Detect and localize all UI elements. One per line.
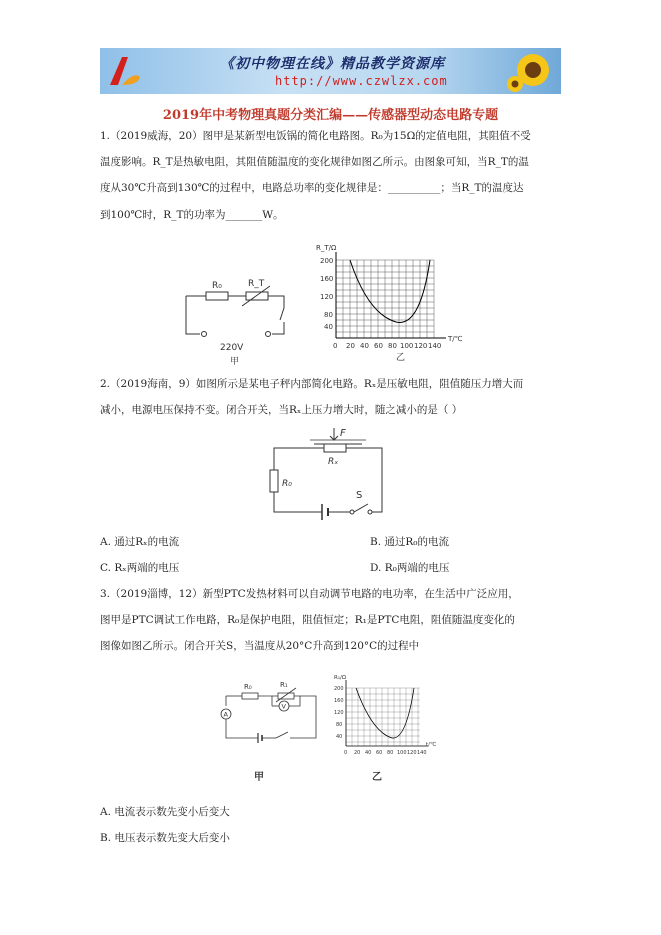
q3-xtick-40: 40 xyxy=(365,750,372,756)
q3-xtick-120: 120 xyxy=(407,750,417,756)
q1-rt-label: R_T xyxy=(248,279,265,289)
q3-xtick-60: 60 xyxy=(376,750,383,756)
q1-fig-a-caption: 甲 xyxy=(230,357,240,367)
q1-ytick-80: 80 xyxy=(324,311,333,319)
q3-xtick-20: 20 xyxy=(354,750,361,756)
q1-xtick-40: 40 xyxy=(360,342,369,350)
q3-r1-label: R₁ xyxy=(280,681,288,689)
q3-ytick-200: 200 xyxy=(334,686,344,692)
q2-switch-label: S xyxy=(356,490,363,501)
q2-r0-label: R₀ xyxy=(282,479,292,489)
q3-line-1: 3.（2019淄博，12）新型PTC发热材料可以自动调节电路的电功率，在生活中广泛应用， xyxy=(100,588,519,600)
q3-fig-a-caption: 甲 xyxy=(254,772,264,783)
q3-xtick-140: 140 xyxy=(417,750,427,756)
sunflower-icon xyxy=(507,50,557,94)
q2-circuit-diagram xyxy=(262,424,392,526)
q3-xtick-0: 0 xyxy=(344,750,348,756)
q3-xtick-80: 80 xyxy=(387,750,394,756)
q2-rx-label: Rₓ xyxy=(328,457,339,467)
q2-line-2: 减小，电源电压保持不变。闭合开关，当Rₓ上压力增大时，随之减小的是（ ） xyxy=(100,404,463,416)
q3-option-b[interactable]: B. 电压表示数先变大后变小 xyxy=(100,832,230,844)
q3-voltmeter-label: V xyxy=(281,702,286,711)
document-title: 2019年中考物理真题分类汇编——传感器型动态电路专题 xyxy=(162,108,499,123)
q1-xtick-100: 100 xyxy=(400,342,414,350)
q3-xtick-100: 100 xyxy=(397,750,407,756)
q1-line-4: 到100℃时，R_T的功率为_______W。 xyxy=(100,209,284,221)
q3-y-axis-label: R₁/Ω xyxy=(334,675,347,681)
q1-fig-b-caption: 乙 xyxy=(396,353,406,363)
q1-xtick-80: 80 xyxy=(388,342,397,350)
q1-line-1: 1.（2019威海，20）图甲是某新型电饭锅的简化电路图。R₀为15Ω的定值电阻，其阻值不受 xyxy=(100,130,531,142)
q2-option-c[interactable]: C. Rₓ两端的电压 xyxy=(100,562,180,574)
q3-ytick-160: 160 xyxy=(334,698,344,704)
q3-fig-b-caption: 乙 xyxy=(372,772,382,782)
q1-ytick-40: 40 xyxy=(324,323,333,331)
q1-y-axis-label: R_T/Ω xyxy=(316,244,337,252)
q1-ytick-160: 160 xyxy=(320,275,334,283)
q3-circuit-diagram xyxy=(216,676,326,784)
q3-ytick-80: 80 xyxy=(336,722,343,728)
banner-title: 《初中物理在线》精品教学资源库 xyxy=(220,56,445,72)
q1-r0-label: R₀ xyxy=(212,281,222,291)
banner-url[interactable]: http://www.czwlzx.com xyxy=(275,74,448,88)
q2-option-d[interactable]: D. R₀两端的电压 xyxy=(370,562,450,574)
q1-xtick-120: 120 xyxy=(414,342,428,350)
q1-x-axis-label: T/℃ xyxy=(448,335,463,343)
q1-xtick-140: 140 xyxy=(428,342,442,350)
q3-ytick-40: 40 xyxy=(336,734,343,740)
q1-ytick-120: 120 xyxy=(320,293,334,301)
q1-xtick-0: 0 xyxy=(333,342,338,350)
q1-line-3: 度从30℃升高到130℃的过程中，电路总功率的变化规律是：__________；当R_T的温度达 xyxy=(100,182,524,194)
q2-option-a[interactable]: A. 通过Rₓ的电流 xyxy=(100,536,180,548)
q1-xtick-20: 20 xyxy=(346,342,355,350)
q2-force-label: F xyxy=(340,428,346,439)
q1-ytick-200: 200 xyxy=(320,257,334,265)
q1-line-2: 温度影响。R_T是热敏电阻，其阻值随温度的变化规律如图乙所示。由图象可知，当R_T的温 xyxy=(100,156,529,168)
q1-xtick-60: 60 xyxy=(374,342,383,350)
q3-option-a[interactable]: A. 电流表示数先变小后变大 xyxy=(100,806,230,818)
header-banner xyxy=(100,48,561,94)
q3-ammeter-label: A xyxy=(223,710,228,719)
q3-resistance-graph xyxy=(326,670,446,782)
q3-line-3: 图像如图乙所示。闭合开关S，当温度从20°C升高到120°C的过程中 xyxy=(100,640,420,652)
q2-line-1: 2.（2019海南，9）如图所示是某电子秤内部简化电路。Rₓ是压敏电阻，阻值随压力增大而 xyxy=(100,378,524,390)
q1-voltage-label: 220V xyxy=(220,343,244,353)
q3-line-2: 图甲是PTC调试工作电路，R₀是保护电阻，阻值恒定；R₁是PTC电阻，阻值随温度变化的 xyxy=(100,614,515,626)
q3-x-axis-label: t/℃ xyxy=(426,742,437,748)
q2-option-b[interactable]: B. 通过R₀的电流 xyxy=(370,536,450,548)
q1-resistance-graph xyxy=(308,242,478,366)
q3-ytick-120: 120 xyxy=(334,710,344,716)
site-logo-icon xyxy=(104,51,144,91)
q3-r0-label: R₀ xyxy=(244,683,252,691)
q1-circuit-diagram xyxy=(176,270,296,370)
